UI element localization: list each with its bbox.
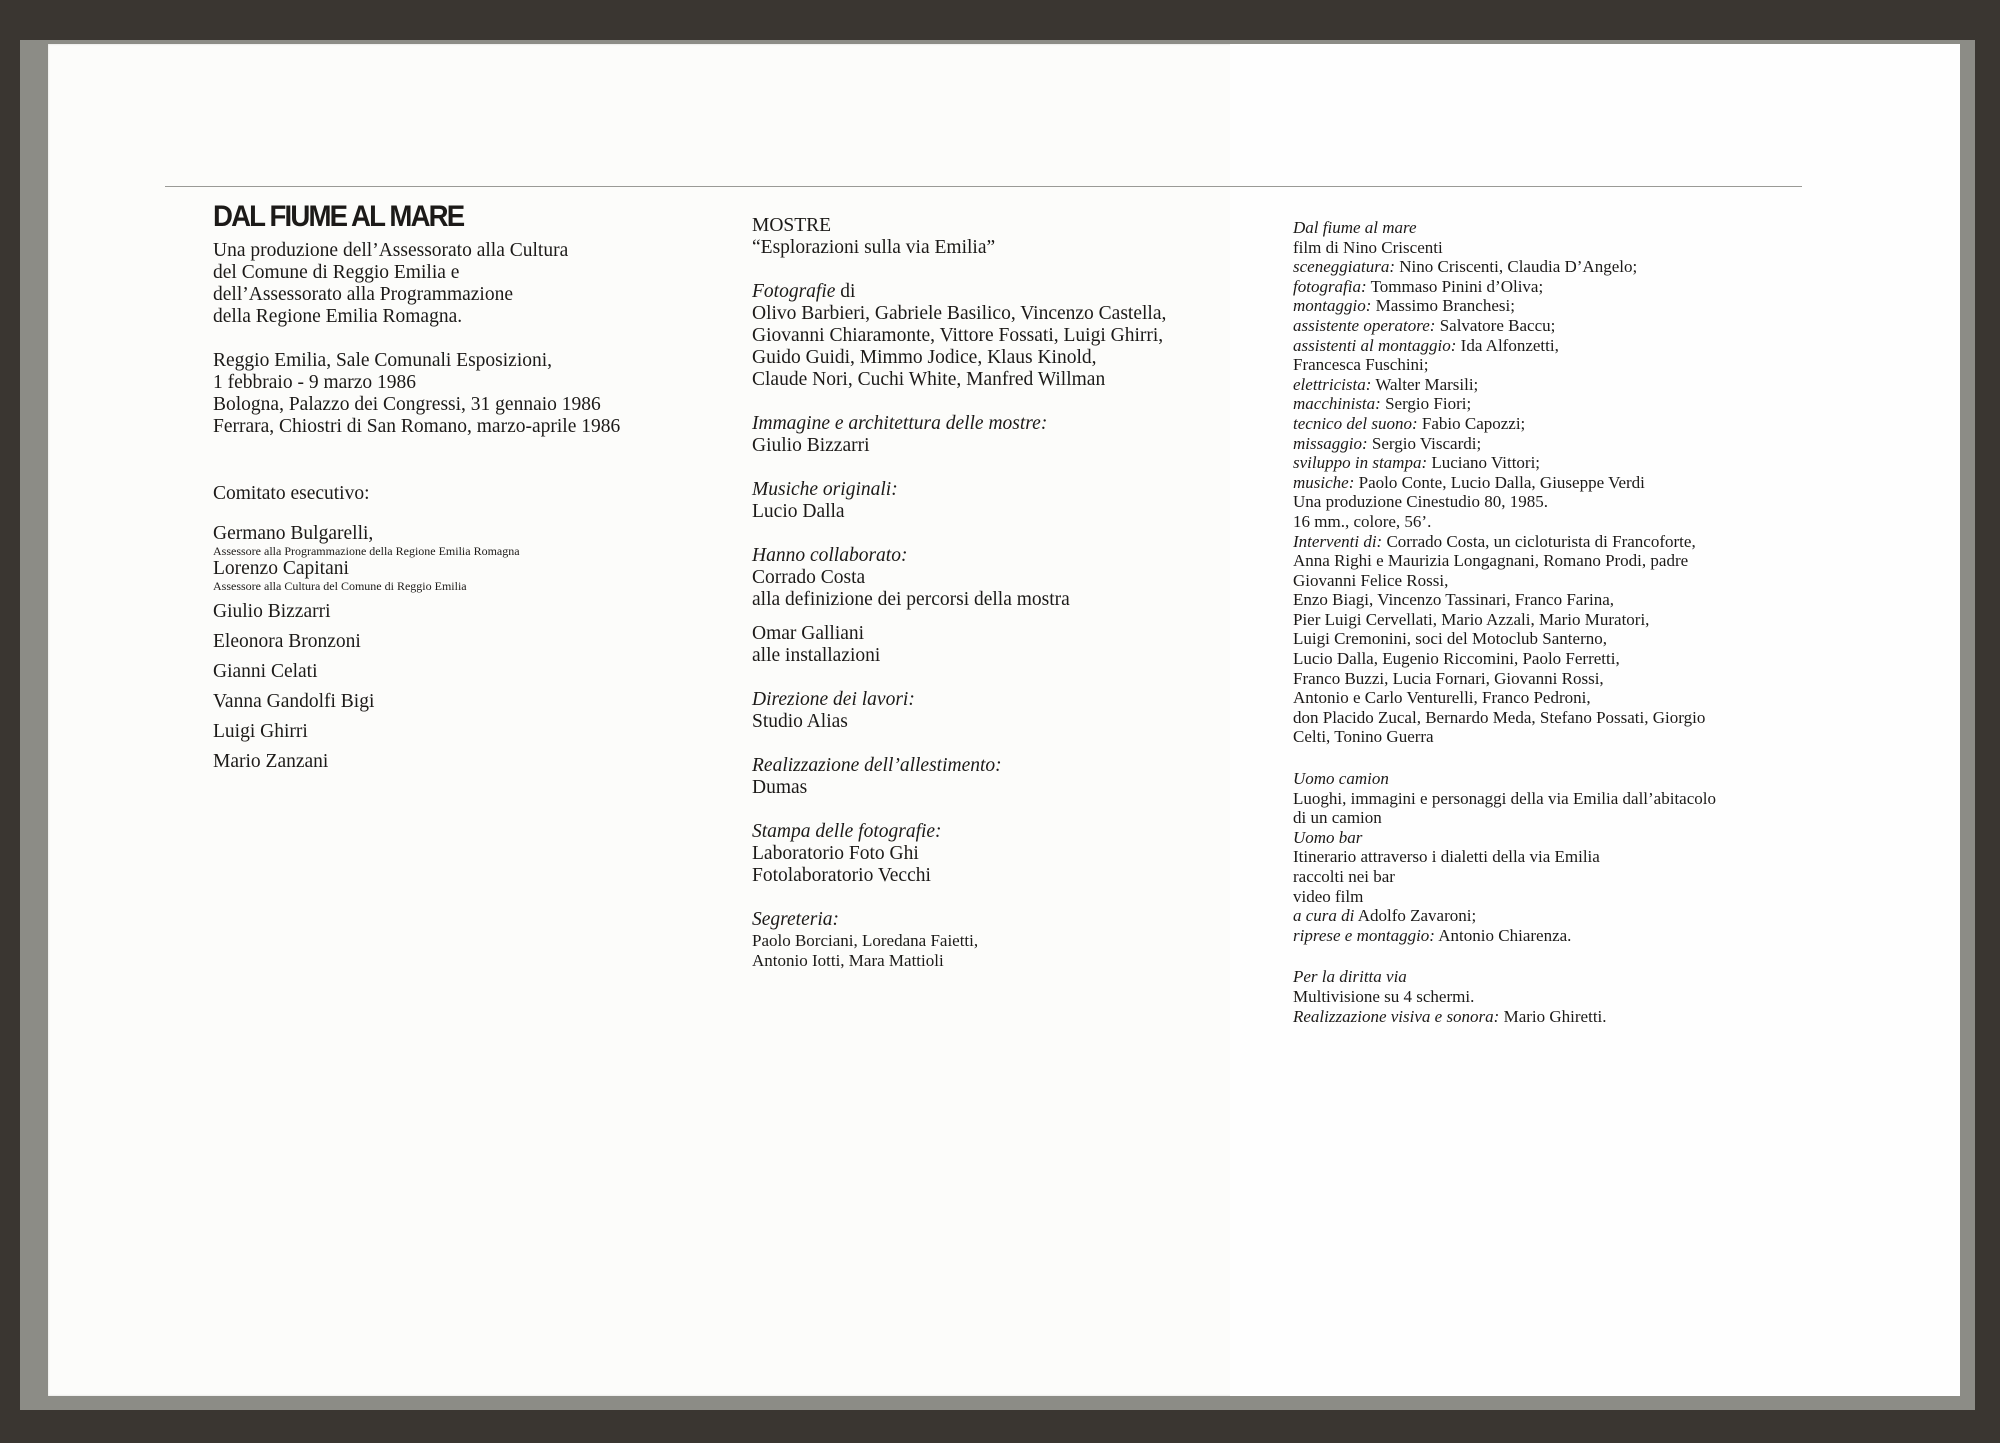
section-label: Musiche originali: xyxy=(752,479,898,500)
section-line: Studio Alias xyxy=(752,711,848,732)
exhibitions-heading: MOSTRE xyxy=(752,215,832,236)
diritta-credit-text: Mario Ghiretti. xyxy=(1499,1006,1607,1026)
film-credits xyxy=(1293,257,1813,747)
credit-label: sceneggiatura: xyxy=(1293,257,1395,277)
uomo-camion-line: di un camion xyxy=(1293,808,1382,828)
credit-line xyxy=(1293,453,1813,473)
credit-line xyxy=(1293,394,1813,414)
committee-member: Lorenzo Capitani xyxy=(213,558,349,579)
section-label: Direzione dei lavori: xyxy=(752,689,915,710)
page-title: DAL FIUME AL MARE xyxy=(213,200,464,233)
photos-label: Fotografie xyxy=(752,281,836,302)
credit-text: Celti, Tonino Guerra xyxy=(1293,727,1434,747)
column-right xyxy=(1293,218,1813,1026)
secretary-line: Antonio Iotti, Mara Mattioli xyxy=(752,950,944,970)
credit-line xyxy=(1293,669,1813,689)
credit-line xyxy=(1293,708,1813,728)
credit-text: Anna Righi e Maurizia Longagnani, Romano Prodi, padre xyxy=(1293,551,1689,571)
section-line: Fotolaboratorio Vecchi xyxy=(752,865,931,886)
credit-label: tecnico del suono: xyxy=(1293,413,1418,433)
exhibitions-subtitle: “Esplorazioni sulla via Emilia” xyxy=(752,237,996,258)
credit-line xyxy=(1293,649,1813,669)
credit-line xyxy=(1293,512,1813,532)
intro-line: del Comune di Reggio Emilia e xyxy=(213,262,460,283)
credit-label: missaggio: xyxy=(1293,433,1368,453)
section-label: Hanno collaborato: xyxy=(752,545,908,566)
section-line: Corrado Costa xyxy=(752,567,866,588)
uomo-bar-line: Itinerario attraverso i dialetti della via Emilia xyxy=(1293,847,1600,867)
uomo-bar-line: video film xyxy=(1293,886,1364,906)
credit-line xyxy=(1293,434,1813,454)
photographers-line: Olivo Barbieri, Gabriele Basilico, Vincenzo Castella, xyxy=(752,303,1167,324)
credit-text: Antonio e Carlo Venturelli, Franco Pedroni, xyxy=(1293,688,1591,708)
credit-label: elettricista: xyxy=(1293,374,1372,394)
credit-line xyxy=(1293,257,1813,277)
credit-text: Corrado Costa, un cicloturista di Francoforte, xyxy=(1382,531,1696,551)
credit-label: musiche: xyxy=(1293,472,1355,492)
credit-line xyxy=(1293,277,1813,297)
credit-label: assistente operatore: xyxy=(1293,315,1436,335)
diritta-credit-label: Realizzazione visiva e sonora: xyxy=(1293,1006,1500,1026)
credit-line xyxy=(1293,532,1813,552)
section-line: Laboratorio Foto Ghi xyxy=(752,843,919,864)
credit-line xyxy=(1293,551,1813,571)
venue-line: Bologna, Palazzo dei Congressi, 31 gennaio 1986 xyxy=(213,394,601,415)
credit-text: Massimo Branchesi; xyxy=(1371,296,1515,316)
credit-label: montaggio: xyxy=(1293,296,1372,316)
credit-line xyxy=(1293,316,1813,336)
diritta-line: Multivisione su 4 schermi. xyxy=(1293,986,1475,1006)
credit-line xyxy=(1293,355,1813,375)
credit-text: Luigi Cremonini, soci del Motoclub Santerno, xyxy=(1293,629,1607,649)
committee-heading: Comitato esecutivo: xyxy=(213,483,370,504)
venues-text xyxy=(213,350,753,438)
credit-label: fotografia: xyxy=(1293,276,1367,296)
credit-text: 16 mm., colore, 56’. xyxy=(1293,511,1432,531)
uomo-camion-line: Luoghi, immagini e personaggi della via Emilia dall’abitacolo xyxy=(1293,788,1716,808)
rule-line xyxy=(165,186,1802,187)
committee-member: Gianni Celati xyxy=(213,661,318,682)
credit-line xyxy=(1293,629,1813,649)
bar-credit xyxy=(1293,906,1813,926)
committee-member-role: Assessore alla Cultura del Comune di Reggio Emilia xyxy=(213,579,467,593)
credit-label: macchinista: xyxy=(1293,394,1381,414)
committee-member: Germano Bulgarelli, xyxy=(213,523,374,544)
photographers-list xyxy=(752,303,1292,391)
uomo-bar-title: Uomo bar xyxy=(1293,827,1363,847)
credit-line xyxy=(1293,473,1813,493)
section-label: Realizzazione dell’allestimento: xyxy=(752,755,1002,776)
committee-member: Luigi Ghirri xyxy=(213,721,308,742)
photographers-line: Giovanni Chiaramonte, Vittore Fossati, Luigi Ghirri, xyxy=(752,325,1164,346)
credit-line xyxy=(1293,571,1813,591)
credit-line xyxy=(1293,590,1813,610)
credit-line xyxy=(1293,296,1813,316)
intro-line: dell’Assessorato alla Programmazione xyxy=(213,284,513,305)
credit-line xyxy=(1293,375,1813,395)
credit-text: don Placido Zucal, Bernardo Meda, Stefano Possati, Giorgio xyxy=(1293,707,1706,727)
credit-text: Una produzione Cinestudio 80, 1985. xyxy=(1293,492,1548,512)
credit-line xyxy=(1293,610,1813,630)
section-line: Omar Galliani xyxy=(752,623,865,644)
photographers-label xyxy=(752,281,1292,303)
credit-line xyxy=(1293,414,1813,434)
venue-line: Reggio Emilia, Sale Comunali Esposizioni, xyxy=(213,350,553,371)
section-line: alle installazioni xyxy=(752,645,881,666)
credit-text: Ida Alfonzetti, xyxy=(1456,335,1559,355)
uomo-bar-line: raccolti nei bar xyxy=(1293,867,1395,886)
section-line: Dumas xyxy=(752,777,808,798)
credit-text: Paolo Conte, Lucio Dalla, Giuseppe Verdi xyxy=(1354,472,1645,492)
secretary-label: Segreteria: xyxy=(752,909,839,930)
credit-text: Walter Marsili; xyxy=(1371,374,1479,394)
credit-text: Nino Criscenti, Claudia D’Angelo; xyxy=(1394,257,1638,277)
credit-text: Sergio Viscardi; xyxy=(1367,433,1482,453)
intro-line: della Regione Emilia Romagna. xyxy=(213,306,463,327)
section-line: alla definizione dei percorsi della mostra xyxy=(752,589,1070,610)
credit-text: Pier Luigi Cervellati, Mario Azzali, Mario Muratori, xyxy=(1293,609,1650,629)
credit-label: assistenti al montaggio: xyxy=(1293,335,1457,355)
venue-line: Ferrara, Chiostri di San Romano, marzo-aprile 1986 xyxy=(213,416,621,437)
uomo-camion-title: Uomo camion xyxy=(1293,769,1389,789)
credit-text: Lucio Dalla, Eugenio Riccomini, Paolo Ferretti, xyxy=(1293,649,1620,669)
section-line: Giulio Bizzarri xyxy=(752,435,870,456)
credit-label: sviluppo in stampa: xyxy=(1293,453,1428,473)
column-left xyxy=(213,200,753,777)
diritta-title: Per la diritta via xyxy=(1293,967,1407,987)
photographers-line: Claude Nori, Cuchi White, Manfred Willman xyxy=(752,369,1106,390)
bar-credit-text: Adolfo Zavaroni; xyxy=(1354,906,1477,926)
film-title: Dal fiume al mare xyxy=(1293,218,1417,237)
credit-text: Franco Buzzi, Lucia Fornari, Giovanni Rossi, xyxy=(1293,668,1604,688)
section-line: Lucio Dalla xyxy=(752,501,845,522)
credit-text: Enzo Biagi, Vincenzo Tassinari, Franco Farina, xyxy=(1293,590,1615,610)
column-middle xyxy=(752,215,1292,970)
bar-credit-label: riprese e montaggio: xyxy=(1293,925,1435,945)
credit-line xyxy=(1293,492,1813,512)
venue-line: 1 febbraio - 9 marzo 1986 xyxy=(213,372,417,393)
committee-member: Mario Zanzani xyxy=(213,751,329,772)
secretary-line: Paolo Borciani, Loredana Faietti, xyxy=(752,931,979,950)
committee-member: Giulio Bizzarri xyxy=(213,601,331,622)
credit-text: Luciano Vittori; xyxy=(1427,453,1541,473)
diritta-credit xyxy=(1293,1007,1813,1027)
section-label: Immagine e architettura delle mostre: xyxy=(752,413,1048,434)
credit-text: Tommaso Pinini d’Oliva; xyxy=(1366,276,1544,296)
credit-text: Francesca Fuschini; xyxy=(1293,355,1429,375)
bar-credit-label: a cura di xyxy=(1293,906,1355,926)
credit-line xyxy=(1293,727,1813,747)
section-label: Stampa delle fotografie: xyxy=(752,821,942,842)
credit-line xyxy=(1293,336,1813,356)
committee-member: Vanna Gandolfi Bigi xyxy=(213,691,375,712)
credit-label: Interventi di: xyxy=(1293,531,1383,551)
credit-text: Sergio Fiori; xyxy=(1380,394,1472,414)
intro-text xyxy=(213,240,753,328)
credit-text: Fabio Capozzi; xyxy=(1417,413,1526,433)
photos-di: di xyxy=(835,281,856,302)
committee-member: Eleonora Bronzoni xyxy=(213,631,361,652)
credit-text: Salvatore Baccu; xyxy=(1435,315,1556,335)
credit-line xyxy=(1293,688,1813,708)
credit-text: Giovanni Felice Rossi, xyxy=(1293,570,1449,590)
bar-credit xyxy=(1293,926,1813,946)
committee-member-role: Assessore alla Programmazione della Regione Emilia Romagna xyxy=(213,544,520,558)
bar-credit-text: Antonio Chiarenza. xyxy=(1434,925,1572,945)
film-author: film di Nino Criscenti xyxy=(1293,237,1443,257)
photographers-line: Guido Guidi, Mimmo Jodice, Klaus Kinold, xyxy=(752,347,1097,368)
intro-line: Una produzione dell’Assessorato alla Cultura xyxy=(213,240,569,261)
